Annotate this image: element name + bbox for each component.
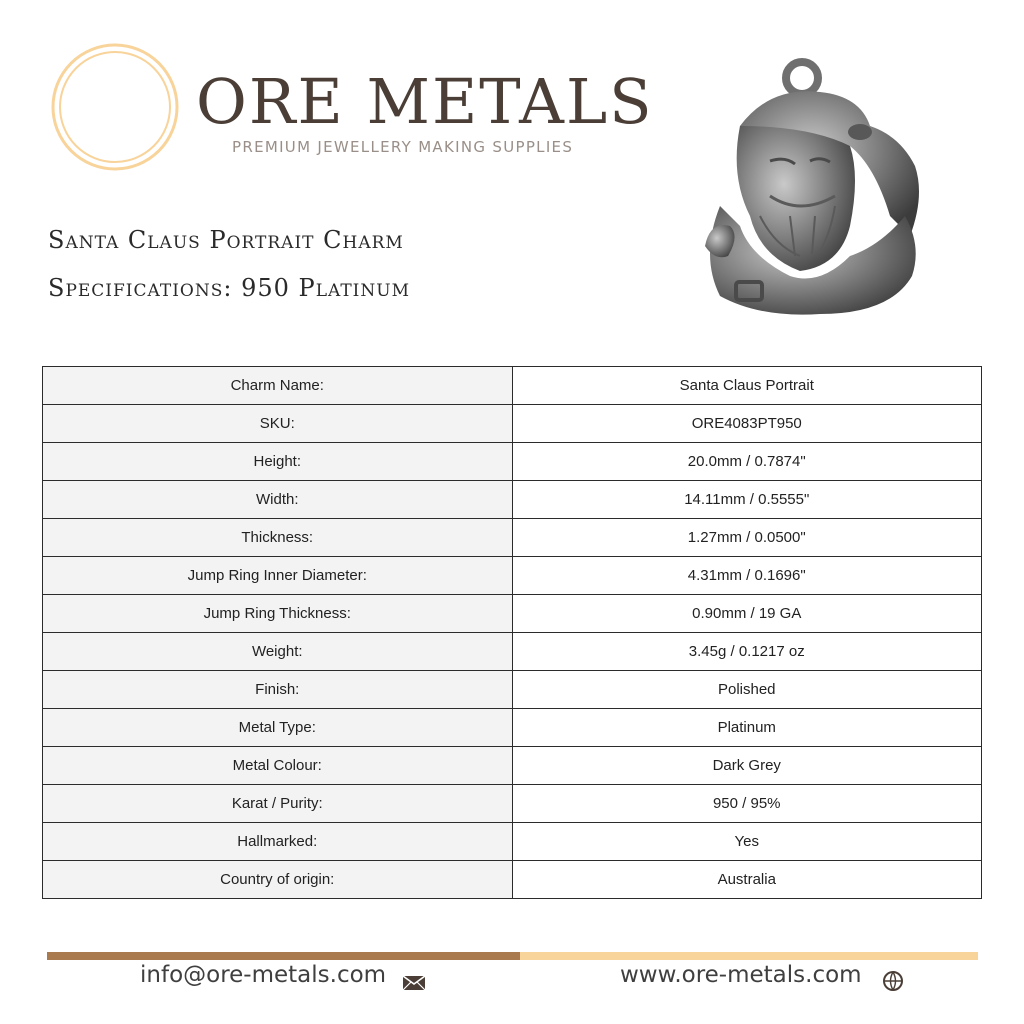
- logo-ring-icon: [50, 42, 180, 172]
- spec-value: 20.0mm / 0.7874": [512, 443, 982, 481]
- spec-value: Polished: [512, 671, 982, 709]
- specifications-table: [42, 366, 982, 899]
- spec-label: Width:: [43, 481, 513, 519]
- spec-value: 4.31mm / 0.1696": [512, 557, 982, 595]
- spec-row: [43, 557, 982, 595]
- globe-icon: [882, 970, 904, 992]
- spec-value: 14.11mm / 0.5555": [512, 481, 982, 519]
- spec-row: [43, 671, 982, 709]
- spec-row: [43, 633, 982, 671]
- spec-value: 0.90mm / 19 GA: [512, 595, 982, 633]
- spec-value: Dark Grey: [512, 747, 982, 785]
- spec-label: Thickness:: [43, 519, 513, 557]
- spec-row: [43, 709, 982, 747]
- spec-label: Weight:: [43, 633, 513, 671]
- spec-row: [43, 747, 982, 785]
- envelope-icon: [402, 975, 426, 991]
- product-title: Santa Claus Portrait Charm: [48, 226, 404, 254]
- footer-divider-gold: [520, 952, 978, 960]
- spec-label: Charm Name:: [43, 367, 513, 405]
- spec-value: Santa Claus Portrait: [512, 367, 982, 405]
- spec-label: Jump Ring Inner Diameter:: [43, 557, 513, 595]
- spec-row: [43, 367, 982, 405]
- spec-row: [43, 595, 982, 633]
- spec-value: Platinum: [512, 709, 982, 747]
- spec-label: Jump Ring Thickness:: [43, 595, 513, 633]
- spec-label: Hallmarked:: [43, 823, 513, 861]
- spec-value: 950 / 95%: [512, 785, 982, 823]
- spec-row: [43, 443, 982, 481]
- spec-label: Metal Type:: [43, 709, 513, 747]
- spec-label: Karat / Purity:: [43, 785, 513, 823]
- spec-row: [43, 823, 982, 861]
- spec-row: [43, 519, 982, 557]
- spec-label: Height:: [43, 443, 513, 481]
- spec-row: [43, 405, 982, 443]
- spec-value: ORE4083PT950: [512, 405, 982, 443]
- email-link[interactable]: info@ore-metals.com: [140, 962, 387, 988]
- website-link[interactable]: www.ore-metals.com: [620, 962, 862, 988]
- brand-tagline: PREMIUM JEWELLERY MAKING SUPPLIES: [232, 138, 574, 156]
- spec-value: Yes: [512, 823, 982, 861]
- spec-value: Australia: [512, 861, 982, 899]
- santa-charm-image: [700, 56, 930, 324]
- spec-row: [43, 481, 982, 519]
- brand-name: ORE METALS: [196, 65, 654, 138]
- spec-label: Finish:: [43, 671, 513, 709]
- spec-value: 3.45g / 0.1217 oz: [512, 633, 982, 671]
- spec-row: [43, 785, 982, 823]
- product-spec-title: Specifications: 950 Platinum: [48, 274, 410, 302]
- spec-row: [43, 861, 982, 899]
- spec-value: 1.27mm / 0.0500": [512, 519, 982, 557]
- spec-label: Country of origin:: [43, 861, 513, 899]
- footer-divider-bronze: [47, 952, 520, 960]
- spec-label: SKU:: [43, 405, 513, 443]
- spec-label: Metal Colour:: [43, 747, 513, 785]
